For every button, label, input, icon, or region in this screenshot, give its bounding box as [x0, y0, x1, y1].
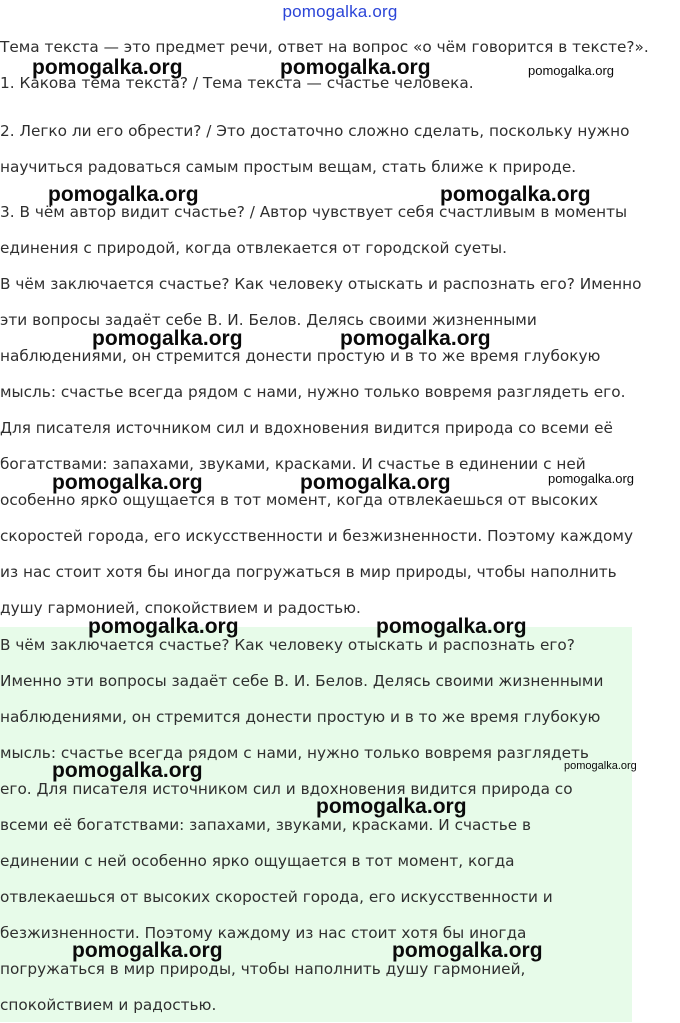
text-line: душу гармонией, спокойствием и радостью.: [0, 599, 361, 617]
text-line: научиться радоваться самым простым вещам, стать ближе к природе.: [0, 158, 577, 176]
text-line: мысль: счастье всегда рядом с нами, нужно только вовремя разглядеть его.: [0, 383, 626, 401]
watermark: pomogalka.org: [32, 56, 183, 79]
watermark: pomogalka.org: [92, 327, 243, 350]
watermark: pomogalka.org: [52, 759, 203, 782]
text-line: В чём заключается счастье? Как человеку отыскать и распознать его? Именно: [0, 275, 642, 293]
text-line: 1. Какова тема текста? / Тема текста — счастье человека.: [0, 74, 474, 92]
watermark: pomogalka.org: [300, 471, 451, 494]
text-line: спокойствием и радостью.: [0, 996, 217, 1014]
text-line: Тема текста — это предмет речи, ответ на вопрос «о чём говорится в тексте?».: [0, 38, 649, 56]
text-line: особенно ярко ощущается в тот момент, когда отвлекаешься от высоких: [0, 491, 599, 509]
text-line: В чём заключается счастье? Как человеку отыскать и распознать его?: [0, 636, 575, 654]
site-header-link[interactable]: pomogalka.org: [282, 2, 398, 21]
watermark: pomogalka.org: [376, 615, 527, 638]
text-line: единении с ней особенно ярко ощущается в тот момент, когда: [0, 852, 515, 870]
watermark: pomogalka.org: [564, 760, 637, 772]
text-line: 3. В чём автор видит счастье? / Автор чувствует себя счастливым в моменты: [0, 203, 628, 221]
text-line: его. Для писателя источником сил и вдохновения видится природа со: [0, 780, 573, 798]
watermark: pomogalka.org: [440, 183, 591, 206]
text-line: богатствами: запахами, звуками, красками. И счастье в единении с ней: [0, 455, 586, 473]
text-line: скоростей города, его искусственности и безжизненности. Поэтому каждому: [0, 527, 634, 545]
text-line: погружаться в мир природы, чтобы наполнить душу гармонией,: [0, 960, 526, 978]
text-line: эти вопросы задаёт себе В. И. Белов. Делясь своими жизненными: [0, 311, 537, 329]
main-text: [0, 194, 680, 626]
watermark: pomogalka.org: [340, 327, 491, 350]
text-line: мысль: счастье всегда рядом с нами, нужно только вовремя разглядеть: [0, 744, 589, 762]
text-line: из нас стоит хотя бы иногда погружаться в мир природы, чтобы наполнить: [0, 563, 617, 581]
watermark: pomogalka.org: [52, 471, 203, 494]
text-line: отвлекаешься от высоких скоростей города, его искусственности и: [0, 888, 553, 906]
text-line: наблюдениями, он стремится донести простую и в то же время глубокую: [0, 708, 601, 726]
text-line: единения с природой, когда отвлекается от городской суеты.: [0, 239, 507, 257]
watermark: pomogalka.org: [316, 795, 467, 818]
text-line: всеми её богатствами: запахами, звуками, красками. И счастье в: [0, 816, 532, 834]
text-line: Для писателя источником сил и вдохновения видится природа со всеми её: [0, 419, 613, 437]
watermark: pomogalka.org: [72, 939, 223, 962]
watermark: pomogalka.org: [392, 939, 543, 962]
watermark: pomogalka.org: [48, 183, 199, 206]
watermark: pomogalka.org: [548, 471, 634, 486]
text-line: безжизненности. Поэтому каждому из нас стоит хотя бы иногда: [0, 924, 527, 942]
question-2-text: [0, 113, 680, 185]
text-line: 2. Легко ли его обрести? / Это достаточно сложно сделать, поскольку нужно: [0, 122, 630, 140]
text-line: наблюдениями, он стремится донести простую и в то же время глубокую: [0, 347, 601, 365]
text-line: Именно эти вопросы задаёт себе В. И. Белов. Делясь своими жизненными: [0, 672, 604, 690]
answer-text: [0, 627, 632, 1023]
watermark: pomogalka.org: [88, 615, 239, 638]
watermark: pomogalka.org: [528, 63, 614, 78]
watermark: pomogalka.org: [280, 56, 431, 79]
